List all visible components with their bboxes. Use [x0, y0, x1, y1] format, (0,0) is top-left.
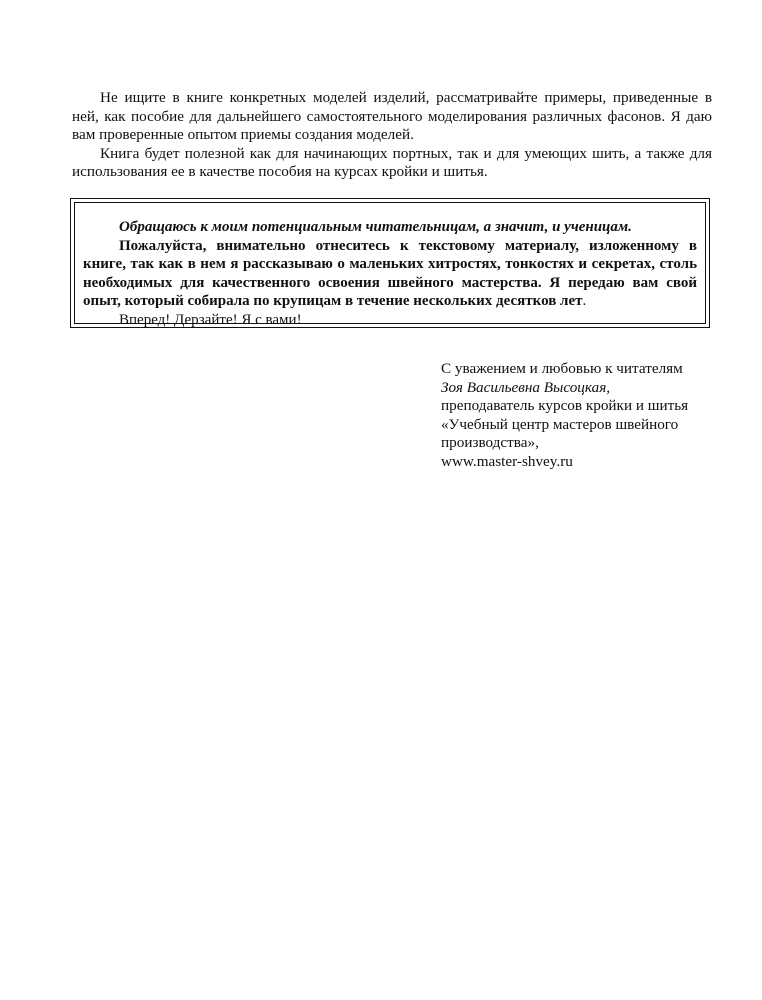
signature-greeting: С уважением и любовью к читателям: [441, 360, 683, 377]
signature-website: www.master-shvey.ru: [441, 452, 573, 470]
signature-block: [441, 360, 741, 472]
intro-paragraph-2: Книга будет полезной как для начинающих портных, так и для умеющих шить, а также для использования ее в качестве пособия на курсах кройки и шитья.: [72, 144, 712, 180]
appeal-box-inner: [74, 202, 706, 328]
signature-role: преподаватель курсов кройки и шитья: [441, 397, 689, 415]
signature-center-line-1: «Учебный центр мастеров швейного: [441, 415, 679, 433]
closing-line: Вперед! Дерзайте! Я с вами!: [119, 311, 302, 328]
appeal-heading: Обращаюсь к моим потенциальным читательницам, а значит, и ученицам.: [119, 219, 632, 235]
signature-center-line-2: производства»,: [441, 434, 539, 452]
request-paragraph: [83, 237, 697, 311]
intro-paragraph-1: Не ищите в книге конкретных моделей изделий, рассматривайте примеры, приведенные в ней, как пособие для дальнейшего самостоятельного моделирования различных фасонов. Я даю вам проверенные опытом приемы создания моделей.: [72, 89, 712, 143]
request-period: .: [582, 293, 587, 310]
intro-section: [72, 89, 712, 182]
request-text: Пожалуйста, внимательно отнеситесь к текстовому материалу, изложенному в книге, так как в нем я рассказываю о маленьких хитростях, тонкостях и секретах, столь необходимых для качественного освоения швейного мастерства. Я передаю вам свой опыт, который собирала по крупицам в течение нескольких десятков лет: [83, 237, 697, 310]
signature-author: Зоя Васильевна Высоцкая,: [441, 378, 611, 396]
appeal-box: [70, 198, 710, 328]
